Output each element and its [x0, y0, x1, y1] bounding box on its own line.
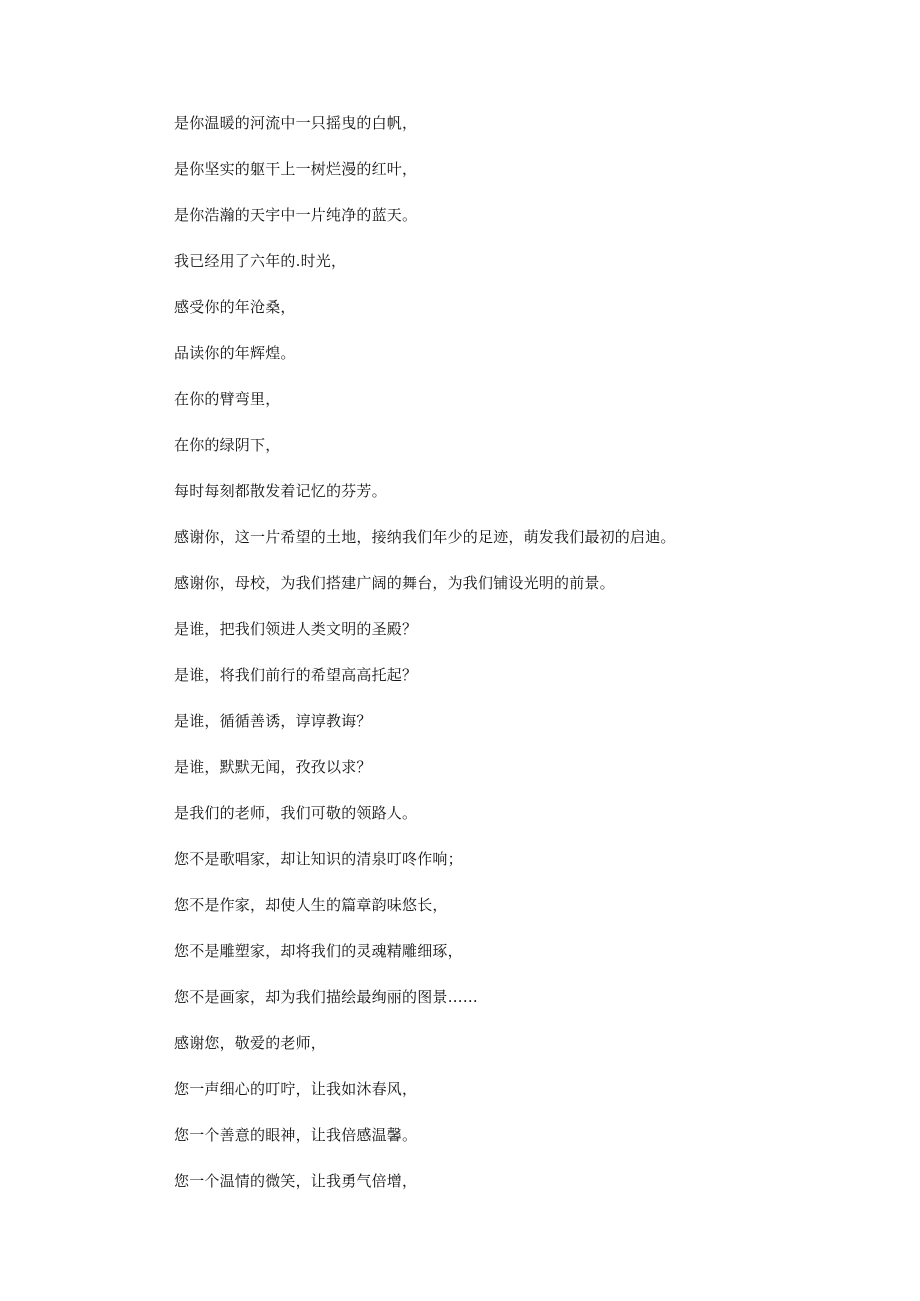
text-line: 是谁，默默无闻，孜孜以求？	[174, 758, 372, 776]
text-line: 您不是画家，却为我们描绘最绚丽的图景……	[174, 988, 479, 1006]
text-line: 您一个温情的微笑，让我勇气倍增，	[174, 1172, 418, 1190]
text-line: 您一个善意的眼神，让我倍感温馨。	[174, 1126, 418, 1144]
text-line: 在你的绿阴下，	[174, 436, 281, 454]
text-line: 是谁，将我们前行的希望高高托起？	[174, 666, 418, 684]
text-line: 在你的臂弯里，	[174, 390, 281, 408]
text-line: 您不是作家，却使人生的篇章韵味悠长，	[174, 896, 448, 914]
text-line: 您不是雕塑家，却将我们的灵魂精雕细琢，	[174, 942, 463, 960]
text-line: 品读你的年辉煌。	[174, 344, 296, 362]
text-line: 是我们的老师，我们可敬的领路人。	[174, 804, 418, 822]
text-line: 是谁，把我们领进人类文明的圣殿？	[174, 620, 418, 638]
text-line: 是你坚实的躯干上一树烂漫的红叶，	[174, 160, 418, 178]
text-line: 是谁，循循善诱，谆谆教诲？	[174, 712, 372, 730]
text-line: 感谢你，母校，为我们搭建广阔的舞台，为我们铺设光明的前景。	[174, 574, 615, 592]
text-line: 是你温暖的河流中一只摇曳的白帆，	[174, 114, 418, 132]
text-line: 是你浩瀚的天宇中一片纯净的蓝天。	[174, 206, 418, 224]
text-line: 感谢您，敬爱的老师，	[174, 1034, 327, 1052]
text-line: 您不是歌唱家，却让知识的清泉叮咚作响；	[174, 850, 463, 868]
text-line: 您一声细心的叮咛，让我如沐春风，	[174, 1080, 418, 1098]
text-line: 感受你的年沧桑，	[174, 298, 296, 316]
text-line: 每时每刻都散发着记忆的芬芳。	[174, 482, 387, 500]
text-line: 感谢你，这一片希望的土地，接纳我们年少的足迹，萌发我们最初的启迪。	[174, 528, 676, 546]
text-line: 我已经用了六年的.时光，	[174, 252, 347, 270]
poem-text-block	[174, 111, 874, 1215]
